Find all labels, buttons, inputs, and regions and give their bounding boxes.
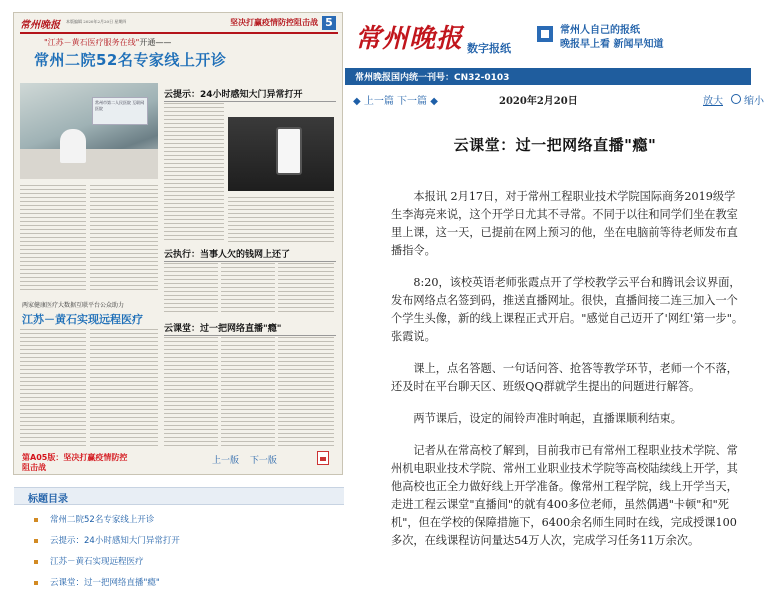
text-column (278, 337, 334, 447)
bullet-icon (34, 581, 38, 585)
toc-item-label: 云提示：24小时感知大门异常打开 (50, 536, 180, 546)
zoom-out-link[interactable]: 缩小 (744, 96, 764, 107)
toc-item-label: 云课堂：过一把网络直播"瘾" (50, 578, 160, 588)
toc-item[interactable] (14, 555, 344, 576)
headline2-kicker: 两家健康医疗大数据互联平台公众助力 (22, 302, 125, 309)
issn-text: 常州晚报国内统一刊号：CN32-0103 (355, 73, 510, 83)
site-logo: 常州晚报 (355, 24, 464, 54)
article-paragraph: 8:20，该校英语老师张霞点开了学校教学云平台和腾讯会议界面，发布网络点名签到码，推送直播网址。很快，直播间接二连三加入一个个学生头像，新的线上课程正式开启。"感觉自己迈开了'网红'第一步"。张霞说。 (391, 276, 744, 343)
article-hotspot-door-alert[interactable]: 云提示：24小时感知大门异常打开 (164, 87, 336, 102)
right-panel (345, 0, 764, 601)
toc-item-label: 常州二院52名专家线上开诊 (50, 515, 155, 525)
hospital-photo (20, 83, 158, 179)
newspaper-page-image[interactable] (13, 12, 343, 475)
article-paragraph: 本报讯 2月17日，对于常州工程职业技术学院国际商务2019级学生李海亮来说，这个开学日尤其不寻常。不同于以往和同学们坐在教室里上课，这一天，已提前在网上预习的他，坐在电脑前等待老师发布直播指令。 (391, 190, 738, 257)
article-body (391, 188, 745, 564)
headline-kicker (44, 37, 171, 48)
masthead-meta: 本版编辑 2020年2月20日 星期四 (66, 19, 127, 24)
pdf-download-icon[interactable] (317, 451, 329, 465)
digital-edition-label: 数字报纸 (467, 42, 511, 55)
issn-bar (345, 68, 751, 85)
article-hotspot-remote-medical[interactable]: 江苏－黄石实现远程医疗 (22, 313, 143, 326)
article-hotspot-cloud-class[interactable]: 云课堂：过一把网络直播"瘾" (164, 321, 336, 336)
toc-item[interactable] (14, 513, 344, 534)
site-banner (345, 12, 751, 68)
text-column (164, 263, 218, 315)
text-column (20, 329, 86, 447)
page-masthead (20, 16, 338, 30)
masthead-logo: 常州晚报 (20, 20, 60, 31)
kicker-prefix: "江苏－黄石医疗服务在线" (44, 38, 140, 47)
article-hotspot-debt[interactable]: 云执行：当事人欠的钱网上还了 (164, 247, 336, 262)
page-navigation (212, 453, 285, 466)
page-section-title: 坚决打赢疫情防控阻击战 (230, 17, 318, 27)
zoom-in-link[interactable]: 放大 (703, 96, 723, 107)
zoom-icon (731, 94, 741, 104)
square-icon-inner (541, 30, 549, 38)
prev-page-link[interactable]: 上一版 (212, 456, 240, 466)
prev-next-article-links[interactable]: ◆ 上一篇 下一篇 ◆ (353, 96, 438, 107)
text-column (164, 337, 218, 447)
slogan-line-1: 常州人自己的报纸 (560, 25, 640, 36)
toc-heading: 标题目录 (28, 494, 68, 505)
bullet-icon (34, 539, 38, 543)
text-column (228, 197, 334, 243)
site-slogan (560, 24, 663, 52)
toc-header (14, 487, 344, 505)
text-column (278, 263, 334, 315)
article-title: 云课堂：过一把网络直播"瘾" (453, 136, 657, 154)
article-navbar (345, 90, 764, 108)
text-column (221, 337, 275, 447)
article-paragraph: 两节课后，设定的闹铃声准时响起，直播课顺利结束。 (413, 412, 682, 425)
page-number-badge: 5 (322, 16, 336, 30)
text-column (90, 185, 158, 293)
bullet-icon (34, 518, 38, 522)
article-hotspot-main-headline[interactable]: 常州二院52名专家线上开诊 (34, 51, 227, 69)
issue-date: 2020年2月20日 (499, 96, 578, 107)
toc-item-label: 江苏－黄石实现远程医疗 (50, 557, 144, 567)
text-column (221, 263, 275, 315)
text-column (164, 103, 224, 241)
photo-doctor (60, 129, 86, 163)
bullet-icon (34, 560, 38, 564)
page-section-link[interactable]: 第A05版：坚决打赢疫情防控阻击战 (22, 453, 128, 472)
article-paragraph: 记者从在常高校了解到，目前我市已有常州工程职业技术学院、常州机电职业技术学院、常州工业职业技术学院等高校陆续线上开学，其他高校也正全力做好线上开学准备。像常州工程学院，线上开学当天，走进工程云课堂"直播间"的就有400多位老师，虽然偶遇"卡顿"和"死机"，但在学校的保障措施下，6400余名师生同时在线，完成授课100多次，在线课程访问量达54万人次，完成学习任务11万余次。 (391, 444, 738, 547)
hospital-sign: 常州市第二人民医院 互联网医院 (92, 97, 148, 125)
toc-item[interactable] (14, 576, 344, 597)
masthead-divider (20, 32, 338, 34)
article-paragraph: 课上，点名答题、一句话问答、抢答等教学环节，老师一个不落，还及时在平台聊天区、班级QQ群就学生提出的问题进行解答。 (391, 362, 738, 393)
slogan-line-2: 晚报早上看 新闻早知道 (560, 39, 664, 50)
text-column (20, 185, 86, 293)
left-panel (0, 0, 345, 601)
article-content (359, 112, 751, 601)
toc-item[interactable] (14, 534, 344, 555)
phone-photo (228, 117, 334, 191)
kicker-suffix: 开通—— (139, 38, 172, 47)
photo-desk (20, 149, 158, 179)
next-page-link[interactable]: 下一版 (249, 456, 277, 466)
text-column (90, 329, 158, 447)
toc-list (14, 513, 344, 597)
photo-phone (276, 127, 302, 175)
